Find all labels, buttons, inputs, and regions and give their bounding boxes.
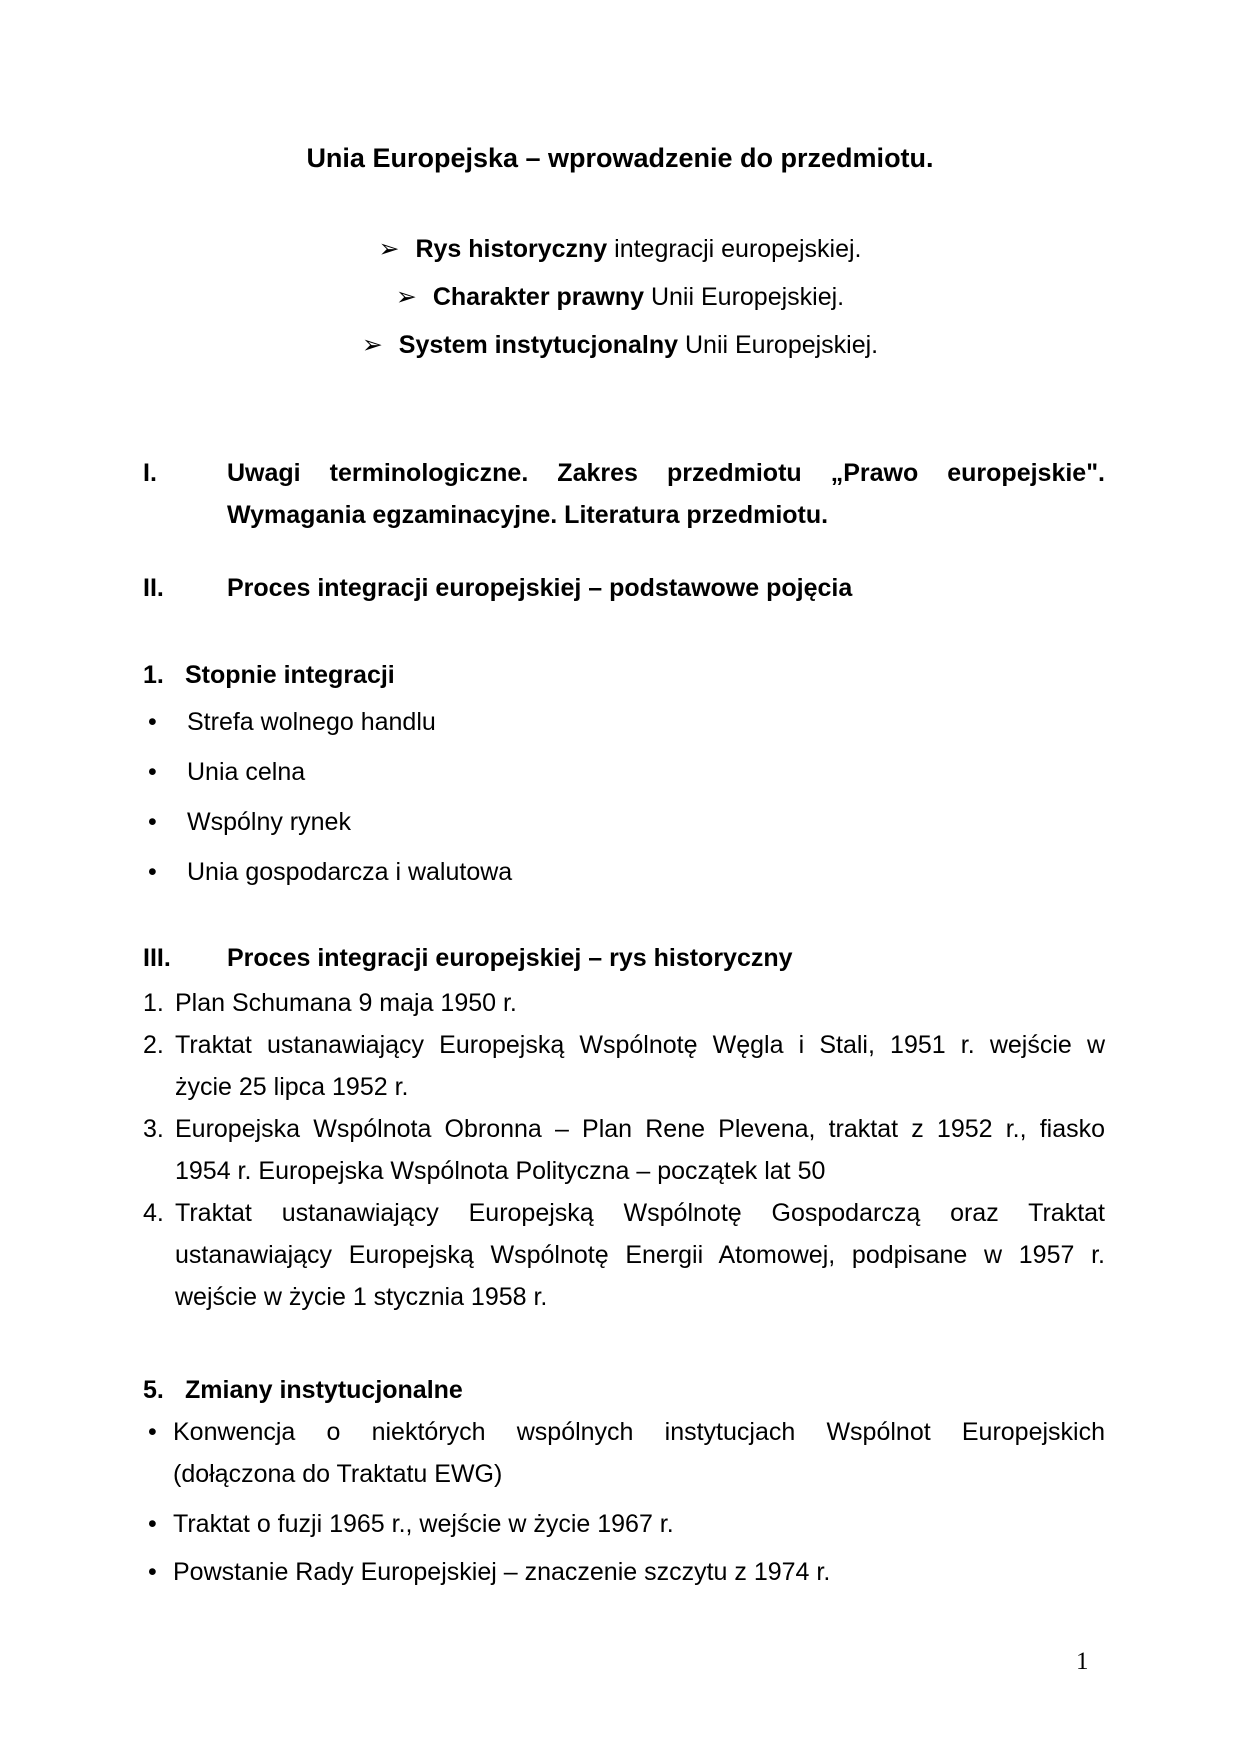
list-item-line: 1954 r. Europejska Wspólnota Polityczna – początek lat 50 [175,1157,826,1185]
list-item-text: Strefa wolnego handlu [187,708,436,736]
agenda-item-text: Unii Europejskiej. [678,331,879,359]
bullet-icon: • [148,758,157,786]
list-item-line: Plan Schumana 9 maja 1950 r. [175,989,517,1017]
list-number-marker: 5. [143,1376,164,1404]
arrow-bullet-icon: ➢ [378,235,400,263]
list-item-text: Unia gospodarcza i walutowa [187,858,513,886]
bullet-icon: • [148,708,157,736]
bullet-icon: • [148,1418,157,1446]
list-item-line: (dołączona do Traktatu EWG) [173,1460,503,1488]
agenda-item [135,321,1105,369]
agenda-item-text: integracji europejskiej. [607,235,862,263]
section-heading-roman-2 [135,567,1105,609]
section-heading-line: Proces integracji europejskiej – podstawowe pojęcia [227,574,853,602]
list-item-line: Traktat o fuzji 1965 r., wejście w życie 1967 r. [173,1510,674,1538]
section-heading-line: Uwagi terminologiczne. Zakres przedmiotu „Prawo europejskie". [227,459,1105,487]
list-item [135,701,1105,743]
list-item [135,1411,1105,1495]
subheading-text: Zmiany instytucjonalne [185,1376,463,1404]
page-number: 1 [1076,1648,1089,1675]
list-item-text: Unia celna [187,758,306,786]
bullet-icon: • [148,1510,157,1538]
list-item [135,1503,1105,1545]
numbered-list-item [135,1024,1105,1108]
roman-numeral-marker: III. [143,944,171,972]
list-item-line: Traktat ustanawiający Europejską Wspólnotę Gospodarczą oraz Traktat [175,1199,1105,1227]
list-number-marker: 1. [143,989,164,1017]
agenda-item-emphasis: Rys historyczny [415,235,608,263]
section-heading-roman-3 [135,937,1105,979]
subheading-text: Stopnie integracji [185,661,395,689]
agenda-item [135,225,1105,273]
list-item-line: Powstanie Rady Europejskiej – znaczenie szczytu z 1974 r. [173,1558,831,1586]
list-item-line: Traktat ustanawiający Europejską Wspólnotę Węgla i Stali, 1951 r. wejście w [175,1031,1105,1059]
list-item-line: ustanawiający Europejską Wspólnotę Energii Atomowej, podpisane w 1957 r. [175,1241,1105,1269]
bullet-icon: • [148,858,157,886]
section-heading-line: Proces integracji europejskiej – rys historyczny [227,944,793,972]
list-item [135,801,1105,843]
roman-numeral-marker: II. [143,574,164,602]
numbered-list-item [135,1108,1105,1192]
bullet-icon: • [148,1558,157,1586]
agenda-item [135,273,1105,321]
list-item [135,851,1105,893]
section-heading-line: Wymagania egzaminacyjne. Literatura przedmiotu. [227,501,829,529]
list-item-text: Wspólny rynek [187,808,351,836]
roman-numeral-marker: I. [143,459,157,487]
document-content [135,0,1105,1593]
agenda-item-emphasis: Charakter prawny [432,283,645,311]
list-item-line: Europejska Wspólnota Obronna – Plan Rene Plevena, traktat z 1952 r., fiasko [175,1115,1105,1143]
list-item-line: życie 25 lipca 1952 r. [175,1073,409,1101]
numbered-list-item [135,982,1105,1024]
list-number-marker: 2. [143,1031,164,1059]
bullet-icon: • [148,808,157,836]
list-item-line: wejście w życie 1 stycznia 1958 r. [175,1283,548,1311]
page-title: Unia Europejska – wprowadzenie do przedmiotu. [306,143,934,173]
agenda-item-text: Unii Europejskiej. [644,283,845,311]
agenda-item-emphasis: System instytucjonalny [398,331,679,359]
list-item [135,1551,1105,1593]
subheading-stopnie-integracji [135,654,1105,696]
arrow-bullet-icon: ➢ [395,283,417,311]
list-number-marker: 3. [143,1115,164,1143]
section-heading-roman-1 [135,452,1105,536]
list-number-marker: 4. [143,1199,164,1227]
list-item-line: Konwencja o niektórych wspólnych instytucjach Wspólnot Europejskich [173,1418,1105,1446]
arrow-bullet-icon: ➢ [361,331,383,359]
subheading-zmiany-instytucjonalne [135,1369,1105,1411]
list-number-marker: 1. [143,661,164,689]
numbered-list-item [135,1192,1105,1318]
agenda-list [135,225,1105,369]
list-item [135,751,1105,793]
